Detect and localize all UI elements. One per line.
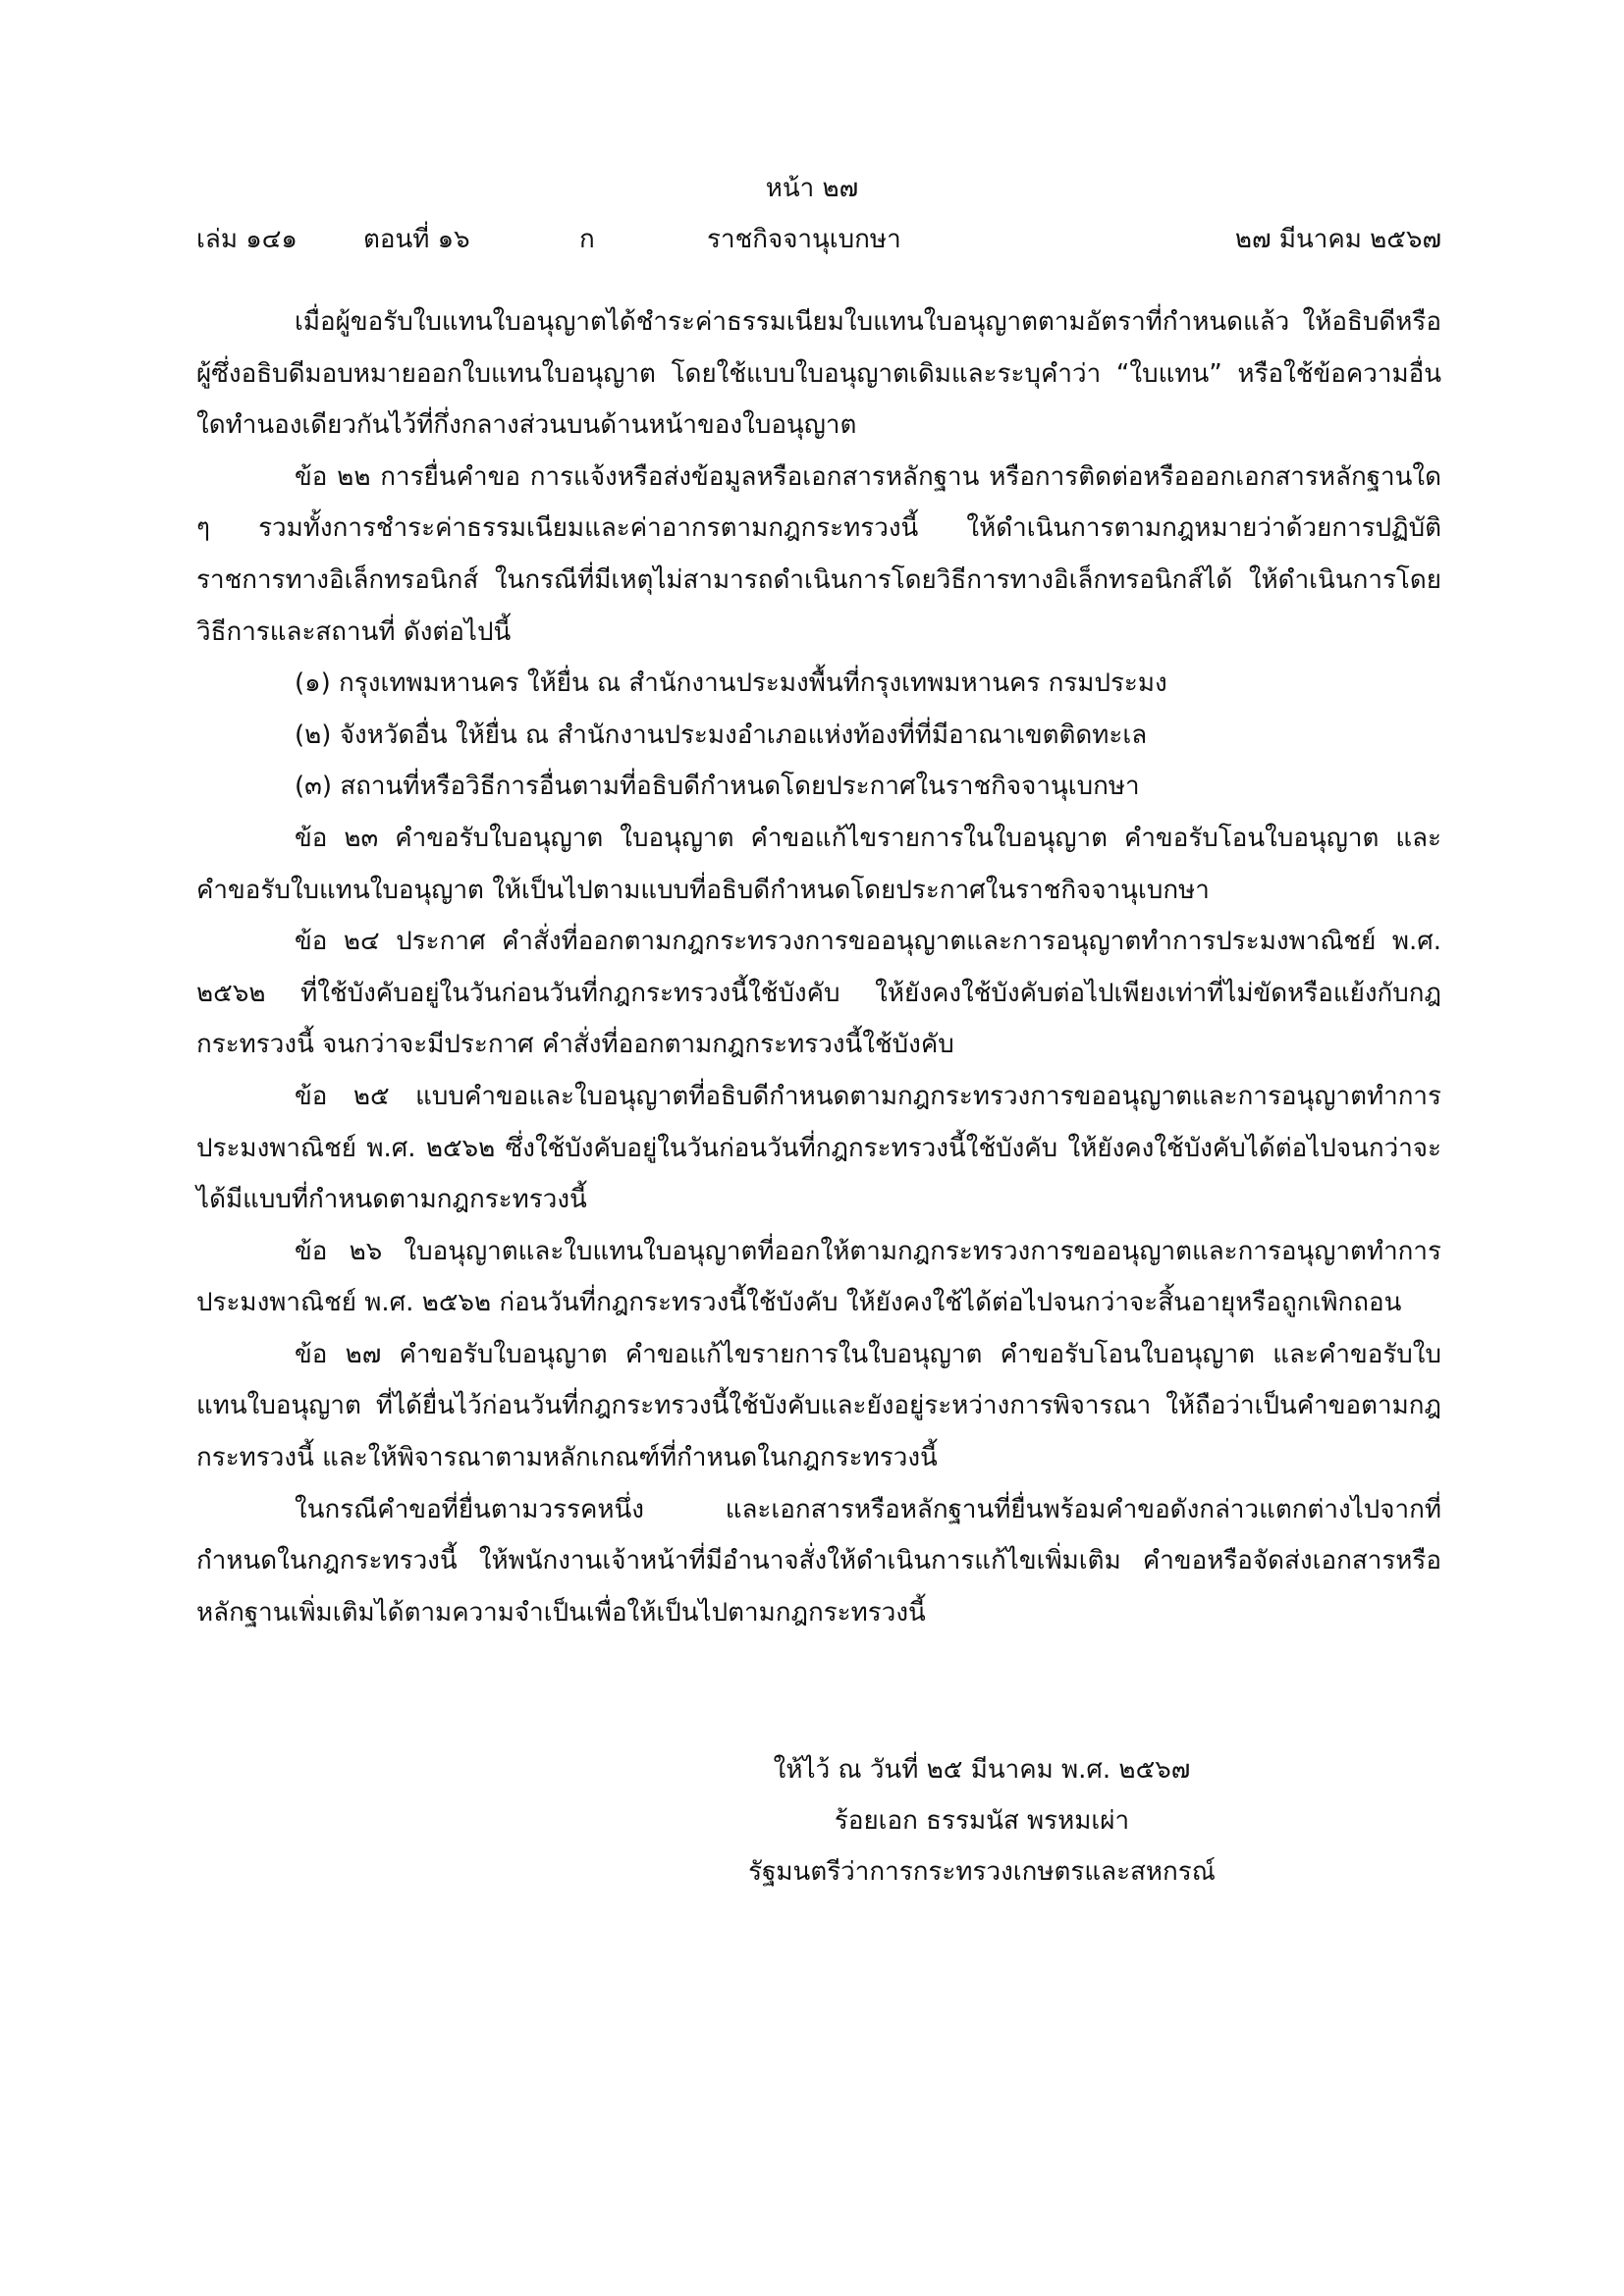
page-number: หน้า ๒๗ xyxy=(765,174,859,203)
clause-22-item-3: (๓) สถานที่หรือวิธีการอื่นตามที่อธิบดีกำหนดโดยประกาศในราชกิจจานุเบกษา xyxy=(295,772,1140,802)
gazette-header xyxy=(196,218,1441,261)
publication-date: ๒๗ มีนาคม ๒๕๖๗ xyxy=(1234,225,1441,254)
clause-25: ข้อ ๒๕ แบบคำขอและใบอนุญาตที่อธิบดีกำหนดตามกฎกระทรวงการขออนุญาตและการอนุญาตทำการประมงพาณิชย์ พ.ศ. ๒๕๖๒ ซึ่งใช้บังคับอยู่ในวันก่อนวันที่กฎกระทรวงนี้ใช้บังคับ ให้ยังคงใช้บังคับได้ต่อไปจนกว่าจะได้มีแบบที่กำหนดตามกฎกระทรวงนี้ xyxy=(196,1081,1441,1215)
section-letter: ก xyxy=(579,225,595,254)
document-body xyxy=(196,296,1441,1638)
signer-name: ร้อยเอก ธรรมนัส พรหมเผ่า xyxy=(834,1806,1130,1836)
paragraph-replacement-license: เมื่อผู้ขอรับใบแทนใบอนุญาตได้ชำระค่าธรรมเนียมใบแทนใบอนุญาตตามอัตราที่กำหนดแล้ว ให้อธิบดีหรือผู้ซึ่งอธิบดีมอบหมายออกใบแทนใบอนุญาต โดยใช้แบบใบอนุญาตเดิมและระบุคำว่า “ใบแทน” หรือใช้ข้อความอื่นใดทำนองเดียวกันไว้ที่กึ่งกลางส่วนบนด้านหน้าของใบอนุญาต xyxy=(196,307,1441,441)
given-on-date: ให้ไว้ ณ วันที่ ๒๕ มีนาคม พ.ศ. ๒๕๖๗ xyxy=(773,1755,1191,1785)
volume-number: เล่ม ๑๔๑ xyxy=(196,225,298,254)
signer-position: รัฐมนตรีว่าการกระทรวงเกษตรและสหกรณ์ xyxy=(748,1857,1216,1887)
clause-23: ข้อ ๒๓ คำขอรับใบอนุญาต ใบอนุญาต คำขอแก้ไขรายการในใบอนุญาต คำขอรับโอนใบอนุญาต และคำขอรับใบแทนใบอนุญาต ให้เป็นไปตามแบบที่อธิบดีกำหนดโดยประกาศในราชกิจจานุเบกษา xyxy=(196,823,1441,905)
gazette-title: ราชกิจจานุเบกษา xyxy=(707,225,901,254)
clause-22: ข้อ ๒๒ การยื่นคำขอ การแจ้งหรือส่งข้อมูลหรือเอกสารหลักฐาน หรือการติดต่อหรือออกเอกสารหลักฐานใด ๆ รวมทั้งการชำระค่าธรรมเนียมและค่าอากรตามกฎกระทรวงนี้ ให้ดำเนินการตามกฎหมายว่าด้วยการปฏิบัติราชการทางอิเล็กทรอนิกส์ ในกรณีที่มีเหตุไม่สามารถดำเนินการโดยวิธีการทางอิเล็กทรอนิกส์ได้ ให้ดำเนินการโดยวิธีการและสถานที่ ดังต่อไปนี้ xyxy=(196,461,1441,647)
clause-22-item-2: (๒) จังหวัดอื่น ให้ยื่น ณ สำนักงานประมงอำเภอแห่งท้องที่ที่มีอาณาเขตติดทะเล xyxy=(295,720,1148,750)
clause-27-paragraph-2: ในกรณีคำขอที่ยื่นตามวรรคหนึ่ง และเอกสารหรือหลักฐานที่ยื่นพร้อมคำขอดังกล่าวแตกต่างไปจากที่กำหนดในกฎกระทรวงนี้ ให้พนักงานเจ้าหน้าที่มีอำนาจสั่งให้ดำเนินการแก้ไขเพิ่มเติม คำขอหรือจัดส่งเอกสารหรือหลักฐานเพิ่มเติมได้ตามความจำเป็นเพื่อให้เป็นไปตามกฎกระทรวงนี้ xyxy=(196,1494,1441,1628)
clause-22-item-1: (๑) กรุงเทพมหานคร ให้ยื่น ณ สำนักงานประมงพื้นที่กรุงเทพมหานคร กรมประมง xyxy=(295,668,1167,699)
signature-block xyxy=(628,1744,1335,1897)
clause-27: ข้อ ๒๗ คำขอรับใบอนุญาต คำขอแก้ไขรายการในใบอนุญาต คำขอรับโอนใบอนุญาต และคำขอรับใบแทนใบอนุญาต ที่ได้ยื่นไว้ก่อนวันที่กฎกระทรวงนี้ใช้บังคับและยังอยู่ระหว่างการพิจารณา ให้ถือว่าเป็นคำขอตามกฎกระทรวงนี้ และให้พิจารณาตามหลักเกณฑ์ที่กำหนดในกฎกระทรวงนี้ xyxy=(196,1339,1441,1473)
issue-number: ตอนที่ ๑๖ xyxy=(363,225,470,254)
clause-26: ข้อ ๒๖ ใบอนุญาตและใบแทนใบอนุญาตที่ออกให้ตามกฎกระทรวงการขออนุญาตและการอนุญาตทำการประมงพาณิชย์ พ.ศ. ๒๕๖๒ ก่อนวันที่กฎกระทรวงนี้ใช้บังคับ ให้ยังคงใช้ได้ต่อไปจนกว่าจะสิ้นอายุหรือถูกเพิกถอน xyxy=(196,1236,1441,1318)
clause-24: ข้อ ๒๔ ประกาศ คำสั่งที่ออกตามกฎกระทรวงการขออนุญาตและการอนุญาตทำการประมงพาณิชย์ พ.ศ. ๒๕๖๒ ที่ใช้บังคับอยู่ในวันก่อนวันที่กฎกระทรวงนี้ใช้บังคับ ให้ยังคงใช้บังคับต่อไปเพียงเท่าที่ไม่ขัดหรือแย้งกับกฎกระทรวงนี้ จนกว่าจะมีประกาศ คำสั่งที่ออกตามกฎกระทรวงนี้ใช้บังคับ xyxy=(196,927,1441,1060)
